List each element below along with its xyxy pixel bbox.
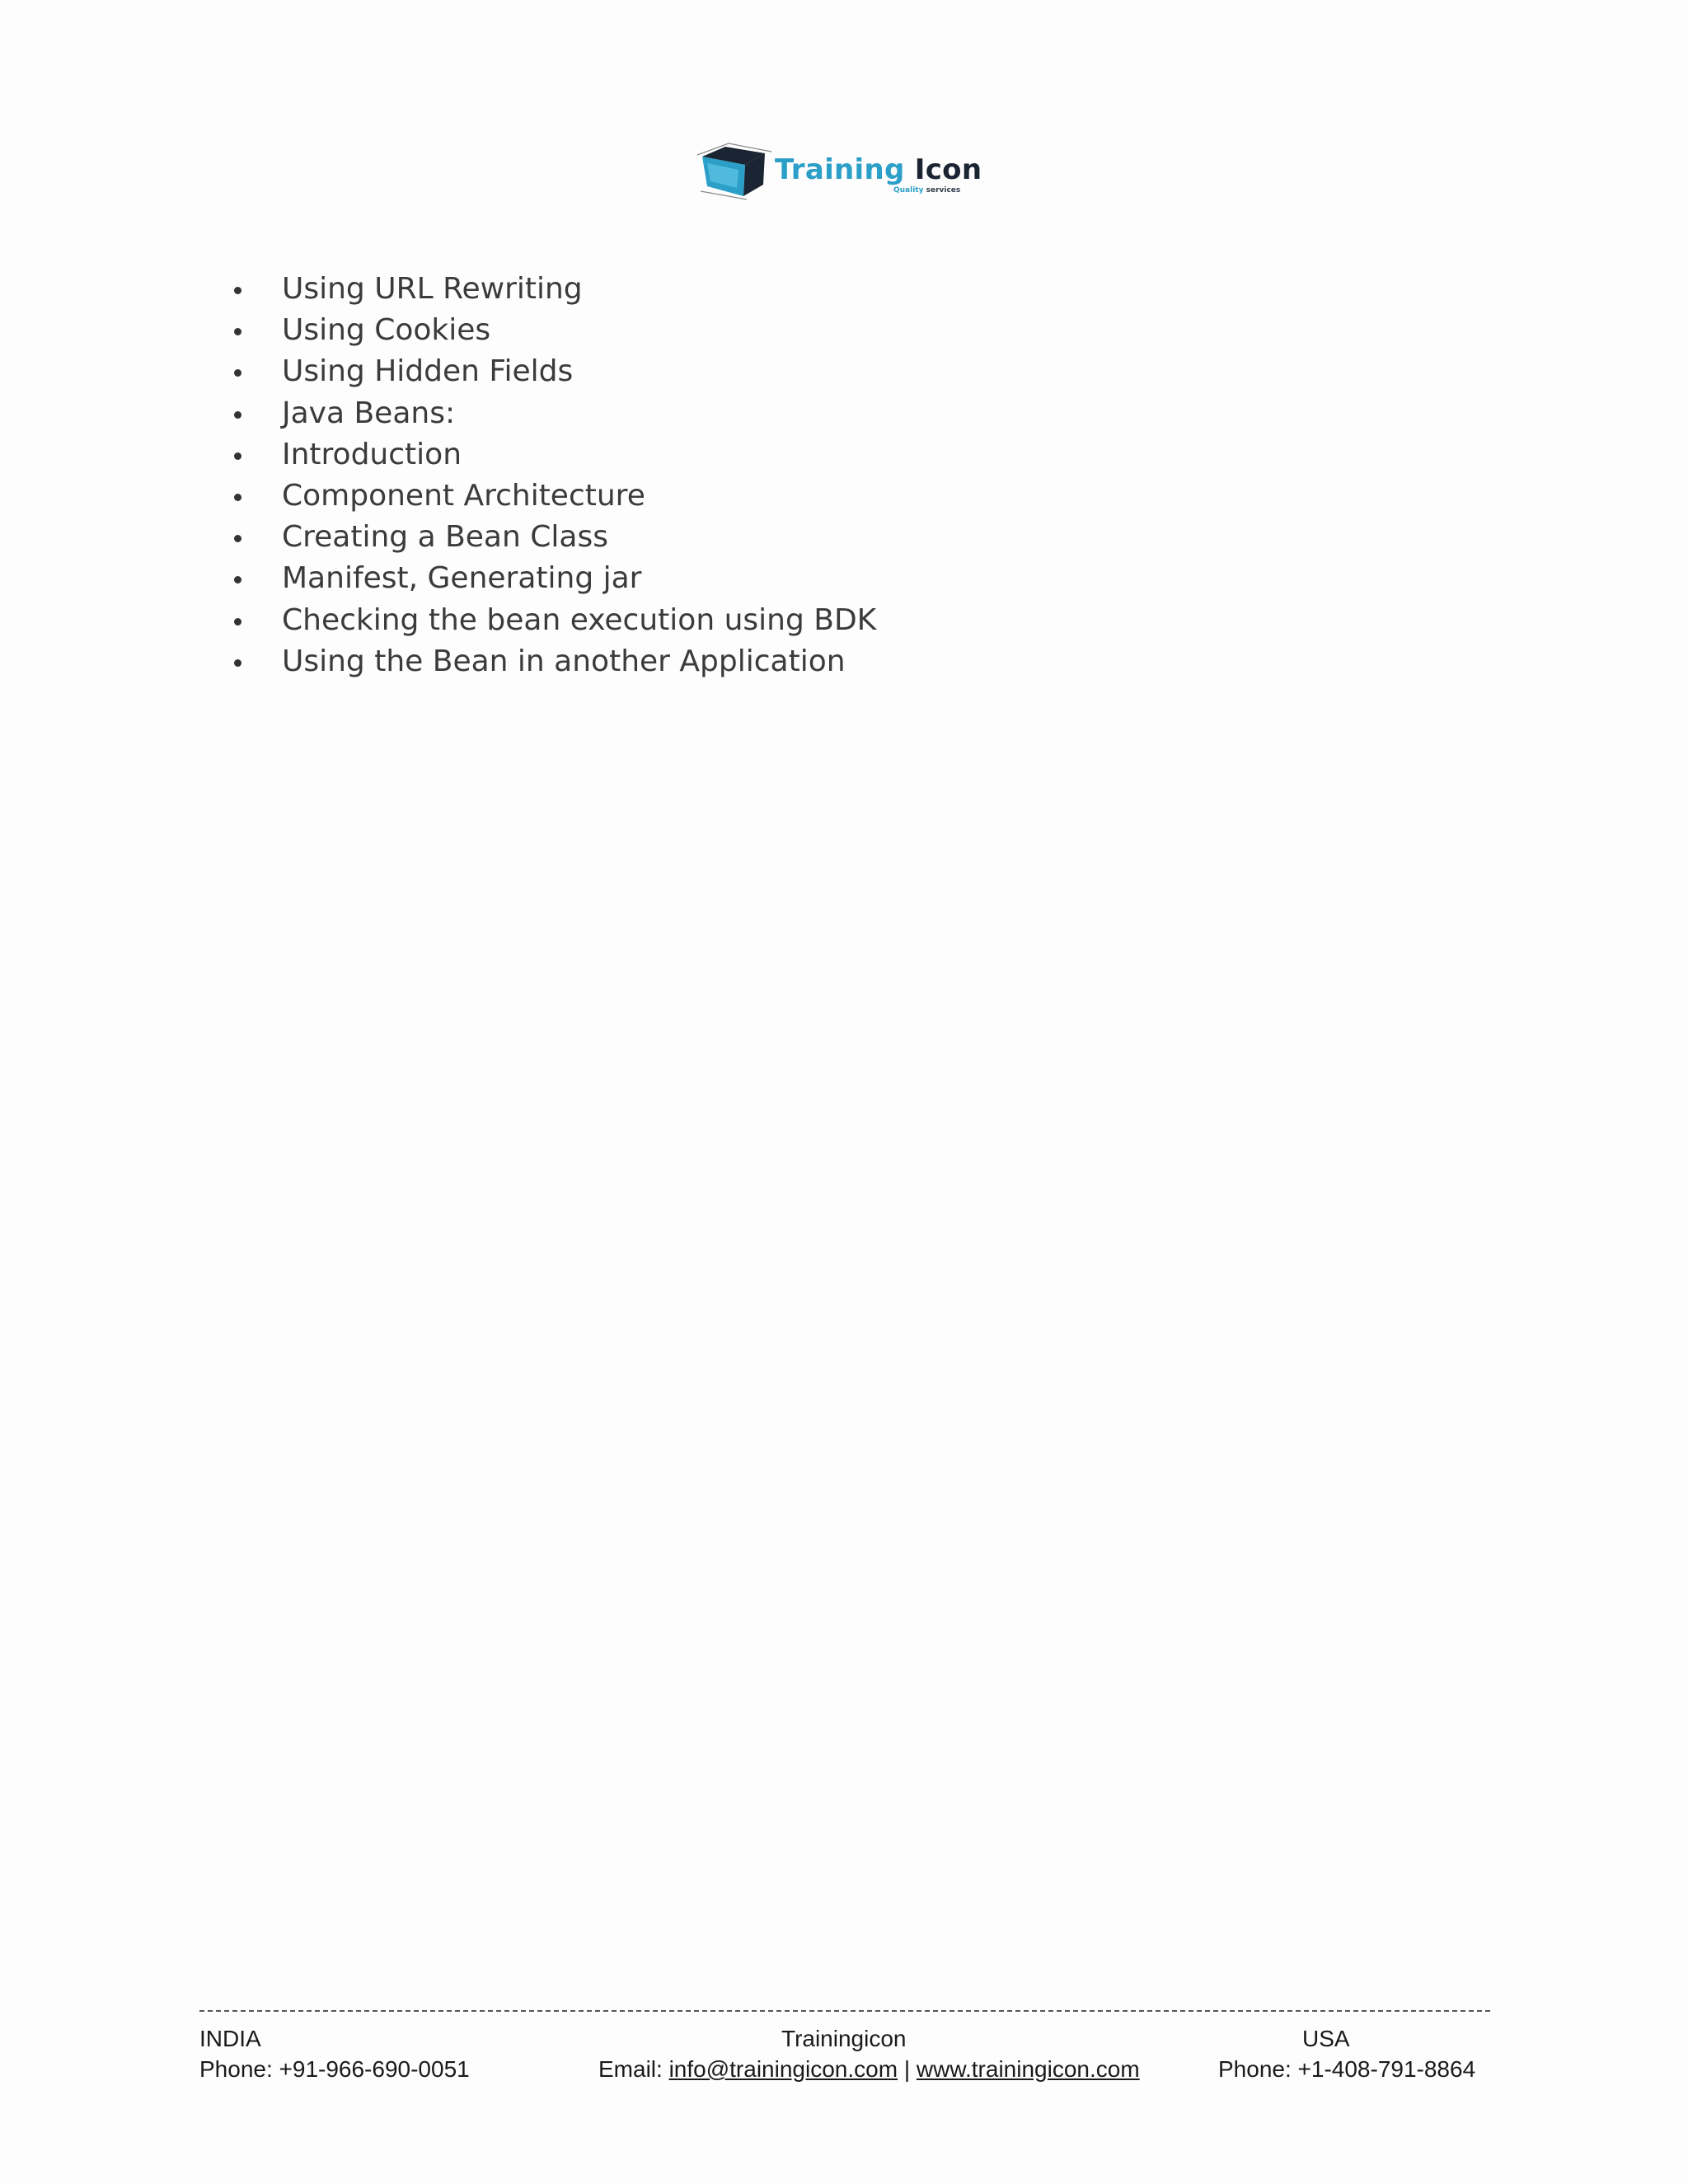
- bullet-icon: [234, 659, 241, 667]
- list-item: [224, 517, 876, 558]
- footer-india-phone: Phone: +91-966-690-0051: [199, 2056, 470, 2082]
- footer-usa-phone: Phone: +1-408-791-8864: [1218, 2056, 1476, 2082]
- footer-divider: [199, 2010, 1490, 2012]
- footer-company-name: Trainingicon: [781, 2026, 907, 2051]
- list-item-text: Using the Bean in another Application: [282, 644, 846, 678]
- list-item: [224, 476, 876, 517]
- bullet-icon: [234, 618, 241, 626]
- list-item-text: Using Hidden Fields: [282, 354, 574, 389]
- logo-tagline-services: services: [926, 186, 961, 194]
- footer-email-link[interactable]: info@trainingicon.com: [668, 2056, 898, 2082]
- list-item: [224, 393, 876, 434]
- training-icon-logo: [696, 138, 982, 201]
- footer-contact-line: [598, 2055, 1140, 2083]
- logo-word-icon: Icon: [914, 153, 982, 186]
- list-item-text: Introduction: [282, 437, 462, 471]
- bullet-icon: [234, 535, 241, 542]
- list-item-text: Java Beans:: [282, 396, 456, 430]
- list-item: [224, 641, 876, 682]
- list-item: [224, 434, 876, 476]
- list-item: [224, 558, 876, 599]
- list-item-text: Using Cookies: [282, 313, 491, 348]
- logo-tagline-quality: Quality: [893, 186, 924, 194]
- topic-bullet-list: [224, 269, 876, 682]
- logo-word-training: Training: [775, 153, 905, 186]
- bullet-icon: [234, 494, 241, 501]
- footer-usa-label: USA: [1302, 2026, 1350, 2051]
- footer-email-prefix: Email:: [598, 2056, 663, 2082]
- list-item: [224, 269, 876, 310]
- footer-website-link[interactable]: www.trainingicon.com: [916, 2056, 1140, 2082]
- list-item-text: Checking the bean execution using BDK: [282, 602, 877, 637]
- list-item-text: Manifest, Generating jar: [282, 561, 642, 596]
- list-item-text: Component Architecture: [282, 478, 645, 513]
- bullet-icon: [234, 576, 241, 583]
- list-item: [224, 600, 876, 641]
- list-item: [224, 351, 876, 392]
- list-item-text: Creating a Bean Class: [282, 520, 608, 555]
- logo-wordmark: [775, 153, 982, 186]
- footer-india-label: INDIA: [199, 2026, 261, 2051]
- bullet-icon: [234, 411, 241, 419]
- bullet-icon: [234, 287, 241, 294]
- bullet-icon: [234, 452, 241, 460]
- footer-separator: |: [903, 2056, 911, 2082]
- bullet-icon: [234, 369, 241, 377]
- list-item: [224, 310, 876, 351]
- cube-logo-icon: [696, 138, 775, 201]
- logo-tagline: [893, 186, 960, 194]
- list-item-text: Using URL Rewriting: [282, 272, 583, 306]
- bullet-icon: [234, 328, 241, 335]
